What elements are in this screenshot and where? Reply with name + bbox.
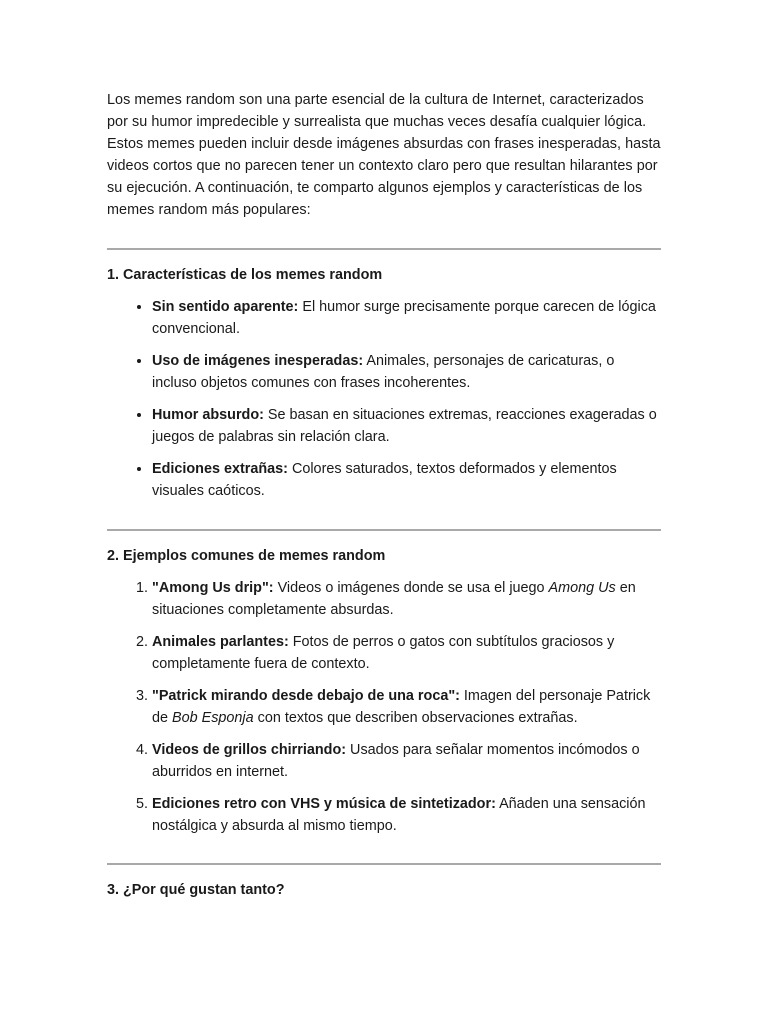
item-italic-title: Among Us <box>548 580 616 596</box>
list-item <box>152 793 661 837</box>
item-italic-title: Bob Esponja <box>172 710 254 726</box>
intro-paragraph: Los memes random son una parte esencial de la cultura de Internet, caracterizados por su humor impredecible y surrealista que muchas veces desafía cualquier lógica. Estos memes pueden incluir desde imágenes absurdas con frases inesperadas, hasta videos cortos que no parecen tener un contexto claro pero que resultan hilarantes por su ejecución. A continuación, te comparto algunos ejemplos y características de los memes random más populares: <box>107 92 661 218</box>
section-3-heading: 3. ¿Por qué gustan tanto? <box>107 882 285 898</box>
item-term: Ediciones extrañas: <box>152 461 288 477</box>
item-term: Humor absurdo: <box>152 407 264 423</box>
item-description: con textos que describen observaciones extrañas. <box>253 710 578 726</box>
section-2-heading: 2. Ejemplos comunes de memes random <box>107 548 386 564</box>
list-item <box>152 739 661 783</box>
section-divider <box>107 863 661 865</box>
section-divider <box>107 529 661 531</box>
item-term: Animales parlantes: <box>152 634 289 650</box>
characteristics-list <box>107 296 661 502</box>
item-term: "Patrick mirando desde debajo de una roca": <box>152 688 460 704</box>
item-description: Usados para señalar momentos incómodos o aburridos en internet. <box>152 742 640 780</box>
item-term: Ediciones retro con VHS y música de sintetizador: <box>152 796 496 812</box>
item-description: Imagen del personaje Patrick de <box>152 688 651 726</box>
section-divider <box>107 248 661 250</box>
item-description: en situaciones completamente absurdas. <box>152 580 636 618</box>
list-item <box>152 458 661 502</box>
item-term: "Among Us drip": <box>152 580 274 596</box>
item-term: Videos de grillos chirriando: <box>152 742 347 758</box>
list-item <box>152 631 661 675</box>
item-description: Fotos de perros o gatos con subtítulos graciosos y completamente fuera de contexto. <box>152 634 615 672</box>
item-description: Videos o imágenes donde se usa el juego <box>273 580 549 596</box>
list-item <box>152 296 661 340</box>
list-item <box>152 685 661 729</box>
examples-list <box>107 577 661 837</box>
list-item <box>152 577 661 621</box>
list-item <box>152 350 661 394</box>
item-description: Colores saturados, textos deformados y elementos visuales caóticos. <box>152 461 617 499</box>
item-description: Se basan en situaciones extremas, reacciones exageradas o juegos de palabras sin relación clara. <box>152 407 657 445</box>
item-description: Animales, personajes de caricaturas, o incluso objetos comunes con frases incoherentes. <box>152 353 615 391</box>
item-description: Añaden una sensación nostálgica y absurda al mismo tiempo. <box>152 796 646 834</box>
list-item <box>152 404 661 448</box>
section-1-heading: 1. Características de los memes random <box>107 267 383 283</box>
item-description: El humor surge precisamente porque carecen de lógica convencional. <box>152 299 656 337</box>
item-term: Sin sentido aparente: <box>152 299 299 315</box>
document-page <box>107 89 661 901</box>
item-term: Uso de imágenes inesperadas: <box>152 353 364 369</box>
